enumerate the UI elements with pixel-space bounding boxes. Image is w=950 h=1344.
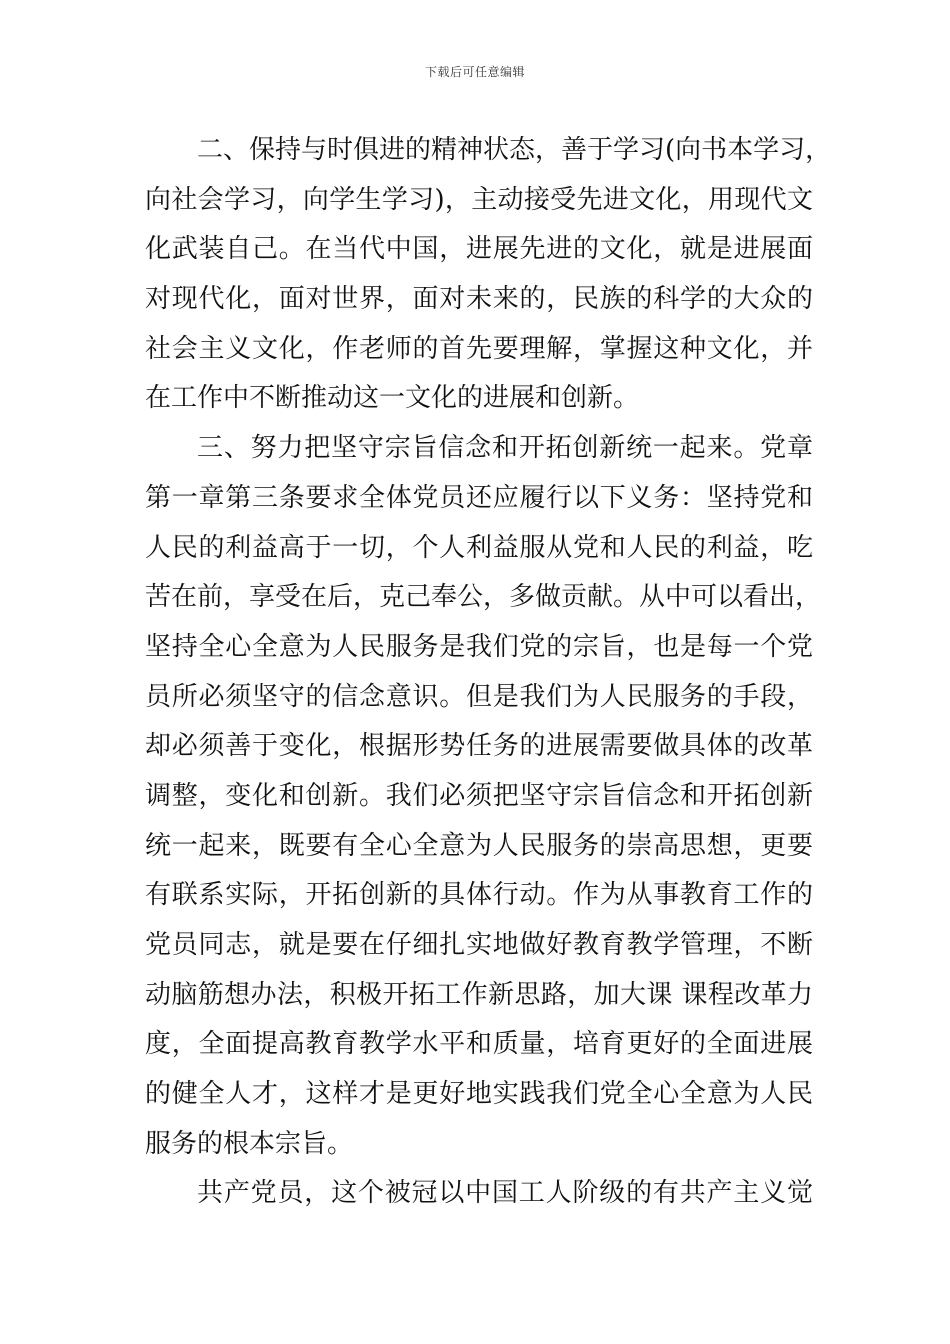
text-line: 坚持全心全意为人民服务是我们党的宗旨，也是每一个党 <box>145 631 813 662</box>
text-line: 有联系实际，开拓创新的具体行动。作为从事教育工作的 <box>145 880 813 911</box>
text-line: 向社会学习，向学生学习)，主动接受先进文化，用现代文 <box>145 184 813 215</box>
text-line: 化武装自己。在当代中国，进展先进的文化，就是进展面 <box>145 234 813 265</box>
text-line: 的健全人才，这样才是更好地实践我们党全心全意为人民 <box>145 1079 813 1110</box>
paragraph-2 <box>145 126 832 424</box>
text-line: 二、保持与时俱进的精神状态，善于学习(向书本学习， <box>197 135 832 165</box>
paragraph-3 <box>145 424 822 1169</box>
text-line: 第一章第三条要求全体党员还应履行以下义务：坚持党和 <box>145 482 813 513</box>
text-line: 调整，变化和创新。我们必须把坚守宗旨信念和开拓创新 <box>145 780 813 811</box>
text-line: 在工作中不断推动这一文化的进展和创新。 <box>145 383 640 414</box>
text-line: 对现代化，面对世界，面对未来的，民族的科学的大众的 <box>145 284 813 315</box>
text-line: 人民的利益高于一切，个人利益服从党和人民的利益，吃 <box>145 532 813 563</box>
text-line: 却必须善于变化，根据形势任务的进展需要做具体的改革 <box>145 731 813 762</box>
text-line: 服务的根本宗旨。 <box>145 1128 354 1159</box>
text-line: 动脑筋想办法，积极开拓工作新思路，加大课 课程改革力 <box>145 979 813 1010</box>
paragraph-4 <box>145 1169 813 1219</box>
text-line: 员所必须坚守的信念意识。但是我们为人民服务的手段， <box>145 681 813 712</box>
text-line: 统一起来，既要有全心全意为人民服务的崇高思想，更要 <box>145 830 813 861</box>
text-line: 度，全面提高教育教学水平和质量，培育更好的全面进展 <box>145 1029 813 1060</box>
text-line: 社会主义文化，作老师的首先要理解，掌握这种文化，并 <box>145 333 813 364</box>
text-line: 苦在前，享受在后，克己奉公，多做贡献。从中可以看出， <box>145 582 822 613</box>
text-line: 党员同志，就是要在仔细扎实地做好教育教学管理，不断 <box>145 930 813 960</box>
page-header: 下载后可任意编辑 <box>424 65 525 79</box>
text-line: 共产党员，这个被冠以中国工人阶级的有共产主义觉 <box>197 1178 813 1209</box>
document-body <box>145 126 832 1219</box>
text-line: 三、努力把坚守宗旨信念和开拓创新统一起来。党章 <box>197 433 813 464</box>
